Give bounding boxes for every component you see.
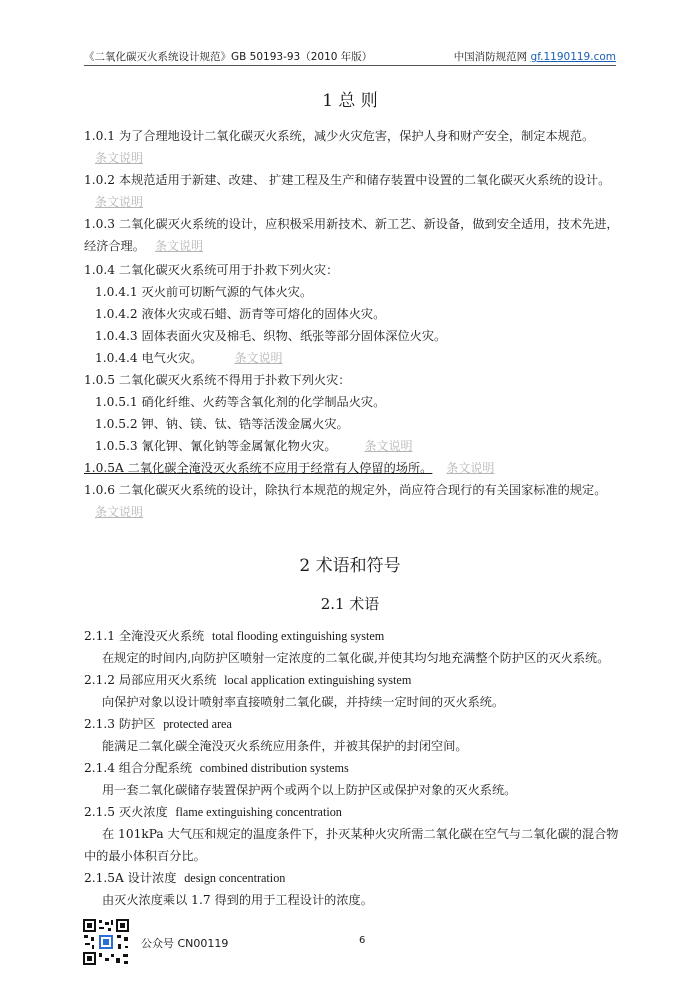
page-header [84,49,616,66]
term-2-1-5a: 2.1.5A 设计浓度 design concentration [84,871,286,885]
term-2-1-1-definition: 在规定的时间内,向防护区喷射一定浓度的二氧化碳,并使其均匀地充满整个防护区的灭火系统。 [102,651,610,665]
clause-1-0-5: 1.0.5 二氧化碳灭火系统不得用于扑救下列火灾： [84,373,351,387]
clause-1-0-5a: 1.0.5A 二氧化碳全淹没灭火系统不应用于经常有人停留的场所。 条文说明 [84,461,495,475]
term-2-1-5a-definition: 由灭火浓度乘以 1.7 得到的用于工程设计的浓度。 [102,893,373,907]
clause-1-0-2: 1.0.2 本规范适用于新建、改建、 扩建工程及生产和储存装置中设置的二氧化碳灭火系统的设计。 [84,173,611,187]
clause-1-0-4-3: 1.0.4.3 固体表面火灾及棉毛、织物、纸张等部分固体深位火灾。 [95,329,447,343]
clause-1-0-4-1: 1.0.4.1 灭火前可切断气源的气体火灾。 [95,285,313,299]
clause-1-0-4-4: 1.0.4.4 电气火灾。 条文说明 [95,351,283,365]
term-2-1-1: 2.1.1 全淹没灭火系统 total flooding extinguishing system [84,629,385,643]
clause-1-0-1: 1.0.1 为了合理地设计二氧化碳灭火系统，减少火灾危害，保护人身和财产安全，制定本规范。 [84,129,595,143]
term-2-1-2: 2.1.2 局部应用灭火系统 local application extinguishing system [84,673,412,687]
term-2-1-3-definition: 能满足二氧化碳全淹没灭火系统应用条件，并被其保护的封闭空间。 [102,739,468,753]
term-2-1-5: 2.1.5 灭火浓度 flame extinguishing concentration [84,805,342,819]
clause-1-0-3: 1.0.3 二氧化碳灭火系统的设计，应积极采用新技术、新工艺、新设备，做到安全适用，技术先进， [84,217,619,231]
clause-1-0-5-2: 1.0.5.2 钾、钠、镁、钛、锆等活泼金属火灾。 [95,417,349,431]
chapter-1-title: 1 总 则 [322,91,378,111]
explanation-link[interactable]: 条文说明 [446,461,495,475]
footer-wechat-label: 公众号 CN00119 [141,937,229,950]
term-2-1-4: 2.1.4 组合分配系统 combined distribution systems [84,761,349,775]
explanation-link[interactable]: 条文说明 [234,351,283,365]
explanation-link[interactable]: 条文说明 [154,239,203,253]
term-2-1-5-definition: 在 101kPa 大气压和规定的温度条件下，扑灭某种火灾所需二氧化碳在空气与二氧化碳的混合物 [102,827,619,841]
clause-1-0-5-3: 1.0.5.3 氰化钾、氰化钠等金属氰化物火灾。 条文说明 [95,439,413,453]
term-2-1-3: 2.1.3 防护区 protected area [84,717,232,731]
clause-1-0-5-1: 1.0.5.1 硝化纤维、火药等含氧化剂的化学制品火灾。 [95,395,386,409]
term-2-1-5-definition-cont: 中的最小体积百分比。 [84,849,206,863]
clause-1-0-3-cont: 经济合理。 条文说明 [84,239,203,253]
term-2-1-4-definition: 用一套二氧化碳储存装置保护两个或两个以上防护区或保护对象的灭火系统。 [102,783,517,797]
header-site [454,49,616,64]
page-number: 6 [359,935,366,946]
explanation-link[interactable]: 条文说明 [364,439,413,453]
qr-code-icon [82,918,130,966]
header-site-link[interactable]: gf.1190119.com [530,51,616,63]
clause-1-0-4-2: 1.0.4.2 液体火灾或石蜡、沥青等可熔化的固体火灾。 [95,307,386,321]
section-2-1-title: 2.1 术语 [320,595,380,613]
header-document-title: 《二氧化碳灭火系统设计规范》GB 50193-93（2010 年版） [84,51,373,63]
explanation-link[interactable]: 条文说明 [95,195,144,209]
term-2-1-2-definition: 向保护对象以设计喷射率直接喷射二氧化碳，并持续一定时间的灭火系统。 [102,695,505,709]
header-site-name: 中国消防规范网 [453,51,528,63]
clause-1-0-6: 1.0.6 二氧化碳灭火系统的设计，除执行本规范的规定外，尚应符合现行的有关国家标准的规定。 [84,483,607,497]
chapter-2-title: 2 术语和符号 [299,556,401,576]
explanation-link[interactable]: 条文说明 [95,151,144,165]
explanation-link[interactable]: 条文说明 [95,505,144,519]
clause-1-0-4: 1.0.4 二氧化碳灭火系统可用于扑救下列火灾： [84,263,339,277]
